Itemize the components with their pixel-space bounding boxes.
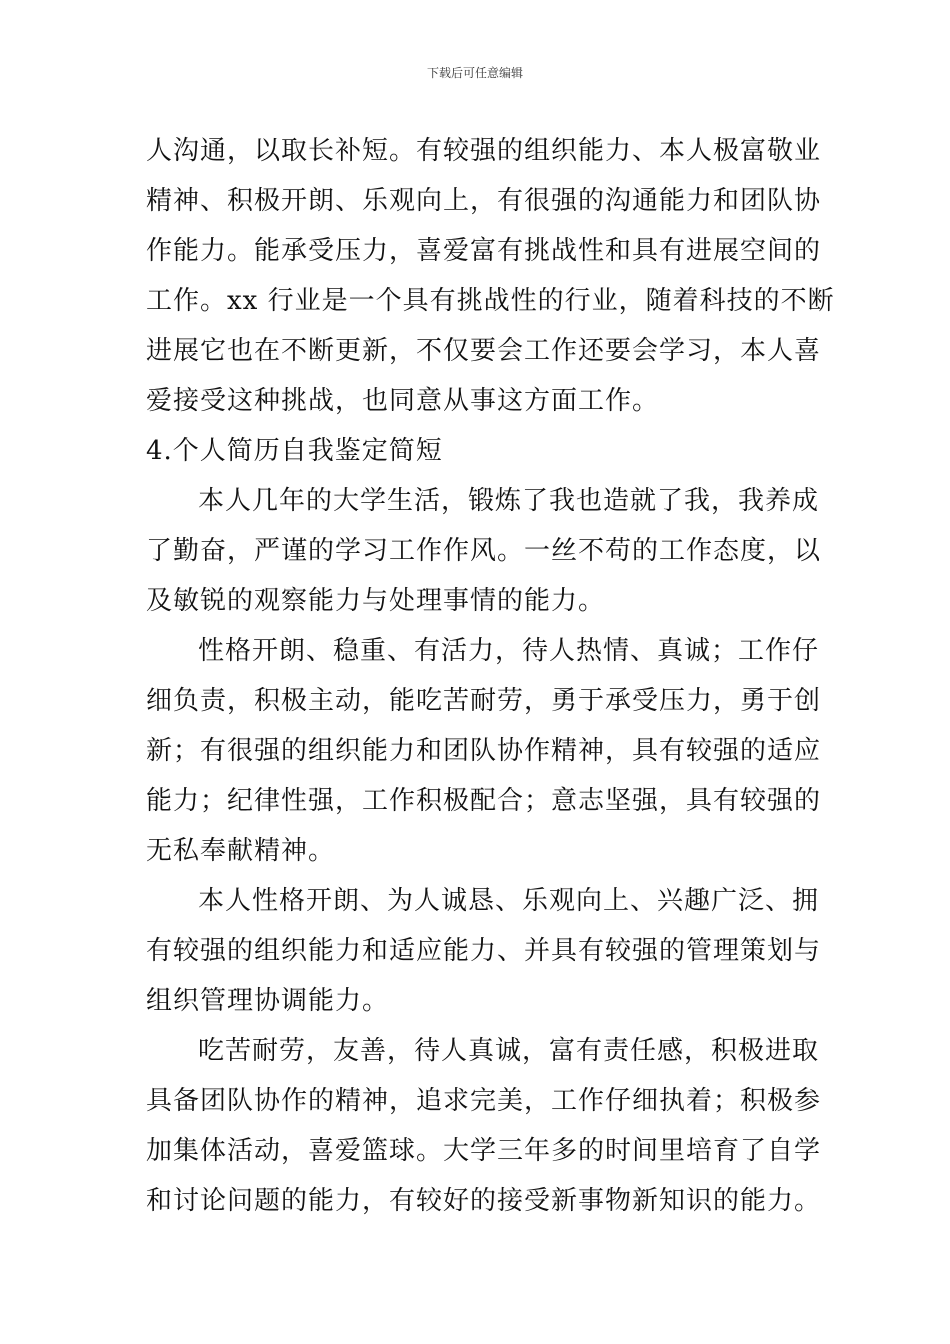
document-body [146,126,835,1226]
text-line: 组织管理协调能力。 [146,986,390,1016]
paragraph-first-line: 吃苦耐劳，友善，待人真诚，富有责任感，积极进取 [198,1036,820,1066]
paragraph-first-line: 本人性格开朗、为人诚恳、乐观向上、兴趣广泛、拥 [198,886,820,916]
text-line: 工作。xx 行业是一个具有挑战性的行业，随着科技的不断 [146,286,835,316]
paragraph-first-line: 性格开朗、稳重、有活力，待人热情、真诚；工作仔 [198,636,820,666]
text-line: 新；有很强的组织能力和团队协作精神，具有较强的适应 [146,736,822,766]
text-line: 具备团队协作的精神，追求完美，工作仔细执着；积极参 [146,1086,822,1116]
text-line: 细负责，积极主动，能吃苦耐劳，勇于承受压力，勇于创 [146,686,822,716]
text-line: 精神、积极开朗、乐观向上，有很强的沟通能力和团队协 [146,186,822,216]
paragraph-first-line: 本人几年的大学生活，锻炼了我也造就了我，我养成 [198,486,820,516]
text-line: 及敏锐的观察能力与处理事情的能力。 [146,586,606,616]
text-line: 加集体活动，喜爱篮球。大学三年多的时间里培育了自学 [146,1136,822,1166]
text-line: 能力；纪律性强，工作积极配合；意志坚强，具有较强的 [146,786,822,816]
text-line: 和讨论问题的能力，有较好的接受新事物新知识的能力。 [146,1186,822,1216]
page-header: 下载后可任意编辑 [426,66,523,80]
text-line: 爱接受这种挑战，也同意从事这方面工作。 [146,386,660,416]
text-line: 作能力。能承受压力，喜爱富有挑战性和具有进展空间的 [146,236,822,266]
text-line: 无私奉献精神。 [146,836,336,866]
text-line: 有较强的组织能力和适应能力、并具有较强的管理策划与 [146,936,822,966]
text-line: 人沟通，以取长补短。有较强的组织能力、本人极富敬业 [146,136,822,166]
text-line: 进展它也在不断更新，不仅要会工作还要会学习，本人喜 [146,336,822,366]
text-line: 了勤奋，严谨的学习工作作风。一丝不苟的工作态度，以 [146,536,822,566]
section-heading: 4.个人简历自我鉴定简短 [146,436,443,466]
